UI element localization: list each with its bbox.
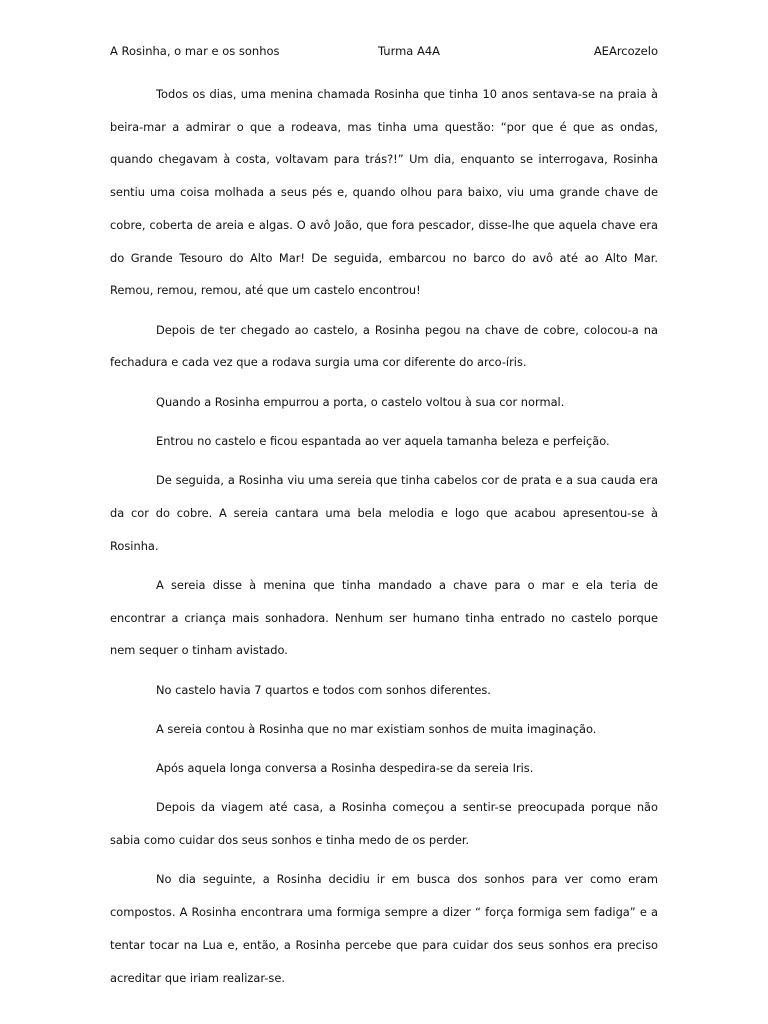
paragraph: Depois de ter chegado ao castelo, a Rosinha pegou na chave de cobre, colocou-a na fechadura e cada vez que a rodava surgia uma cor diferente do arco-íris. xyxy=(110,322,658,370)
paragraph: Entrou no castelo e ficou espantada ao ver aquela tamanha beleza e perfeição. xyxy=(156,433,610,448)
paragraph: Quando a Rosinha empurrou a porta, o castelo voltou à sua cor normal. xyxy=(156,394,565,409)
paragraph: A sereia disse à menina que tinha mandado a chave para o mar e ela teria de encontrar a criança mais sonhadora. Nenhum ser humano tinha entrado no castelo porque nem sequer o tinham avistado. xyxy=(110,577,658,658)
paragraph: A sereia contou à Rosinha que no mar existiam sonhos de muita imaginação. xyxy=(156,721,597,736)
paragraph: Todos os dias, uma menina chamada Rosinha que tinha 10 anos sentava-se na praia à beira-mar a admirar o que a rodeava, mas tinha uma questão: “por que é que as ondas, quando chegavam à costa, voltavam para trás?!” Um dia, enquanto se interrogava, Rosinha sentiu uma coisa molhada a seus pés e, quando olhou para baixo, viu uma grande chave de cobre, coberta de areia e algas. O avô João, que fora pescador, disse-lhe que aquela chave era do Grande Tesouro do Alto Mar! De seguida, embarcou no barco do avô até ao Alto Mar. Remou, remou, remou, até que um castelo encontrou! xyxy=(110,87,658,298)
header-class-label: Turma A4A xyxy=(378,44,441,58)
paragraph: Depois da viagem até casa, a Rosinha começou a sentir-se preocupada porque não sabia como cuidar dos seus sonhos e tinha medo de os perder. xyxy=(110,800,658,848)
paragraph: No dia seguinte, a Rosinha decidiu ir em busca dos sonhos para ver como eram compostos. A Rosinha encontrara uma formiga sempre a dizer “ força formiga sem fadiga” e a tentar tocar na Lua e, então, a Rosinha percebe que para cuidar dos seus sonhos era preciso acreditar que iriam realizar-se. xyxy=(110,872,658,985)
header-author: AEArcozelo xyxy=(593,44,658,58)
paragraph: De seguida, a Rosinha viu uma sereia que tinha cabelos cor de prata e a sua cauda era da cor do cobre. A sereia cantara uma bela melodia e logo que acabou apresentou-se à Rosinha. xyxy=(110,473,658,553)
story-body xyxy=(110,78,658,1001)
header-story-title: A Rosinha, o mar e os sonhos xyxy=(110,44,280,58)
page-header xyxy=(110,42,658,60)
paragraph: No castelo havia 7 quartos e todos com sonhos diferentes. xyxy=(156,682,491,697)
paragraph: Após aquela longa conversa a Rosinha despedira-se da sereia Iris. xyxy=(156,761,534,776)
